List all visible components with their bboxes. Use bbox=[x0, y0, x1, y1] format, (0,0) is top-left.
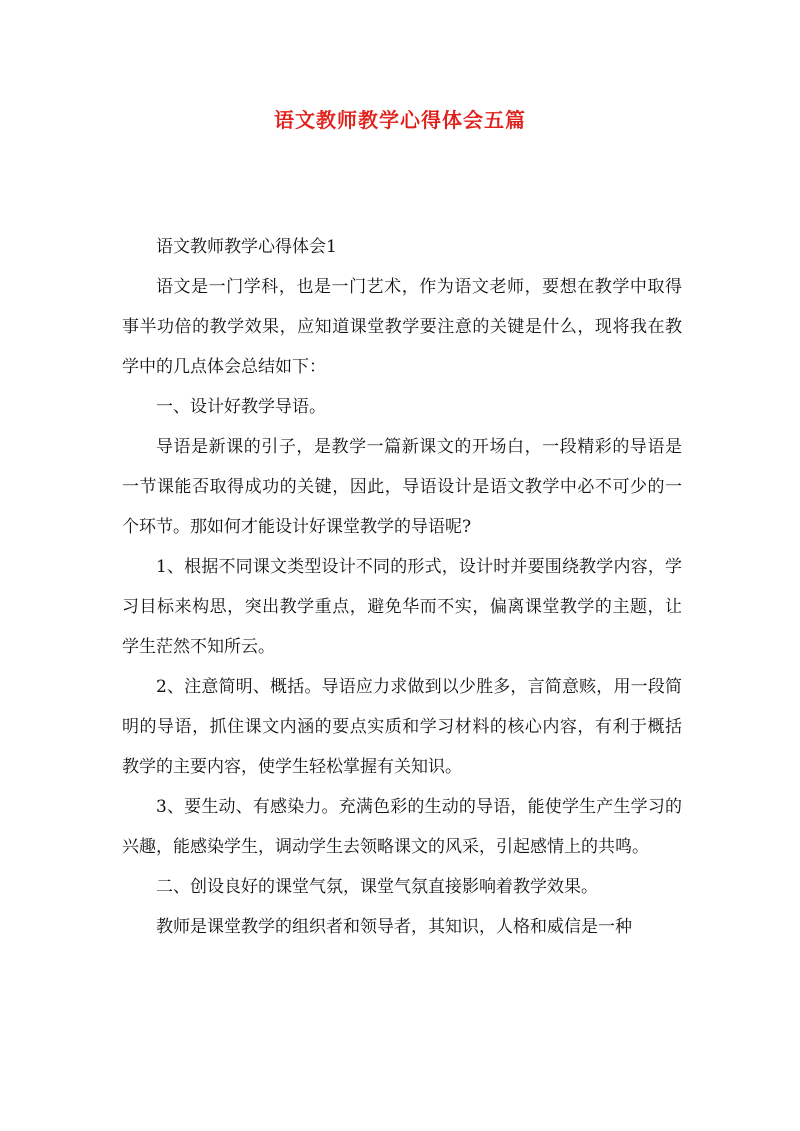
list-item: 3、要生动、有感染力。充满色彩的生动的导语，能使学生产生学习的兴趣，能感染学生，调动学生去领略课文的风采，引起感情上的共鸣。 bbox=[122, 797, 682, 857]
document-body bbox=[122, 227, 682, 947]
subheading: 一、设计好教学导语。 bbox=[156, 397, 326, 417]
paragraph: 教师是课堂教学的组织者和领导者，其知识，人格和威信是一种 bbox=[156, 917, 632, 937]
paragraph: 导语是新课的引子，是教学一篇新课文的开场白，一段精彩的导语是一节课能否取得成功的关键，因此，导语设计是语文教学中必不可少的一个环节。那如何才能设计好课堂教学的导语呢? bbox=[122, 437, 682, 537]
document-title: 语文教师教学心得体会五篇 bbox=[274, 108, 526, 132]
list-item: 2、注意简明、概括。导语应力求做到以少胜多，言简意赅，用一段简明的导语，抓住课文内涵的要点实质和学习材料的核心内容，有利于概括教学的主要内容，使学生轻松掌握有关知识。 bbox=[122, 677, 682, 777]
paragraph: 语文是一门学科，也是一门艺术，作为语文老师，要想在教学中取得事半功倍的教学效果，应知道课堂教学要注意的关键是什么，现将我在教学中的几点体会总结如下： bbox=[122, 277, 682, 377]
subheading: 二、创设良好的课堂气氛，课堂气氛直接影响着教学效果。 bbox=[156, 877, 598, 897]
list-item: 1、根据不同课文类型设计不同的形式，设计时并要围绕教学内容，学习目标来构思，突出教学重点，避免华而不实，偏离课堂教学的主题，让学生茫然不知所云。 bbox=[122, 557, 682, 657]
section-heading: 语文教师教学心得体会1 bbox=[156, 237, 337, 257]
